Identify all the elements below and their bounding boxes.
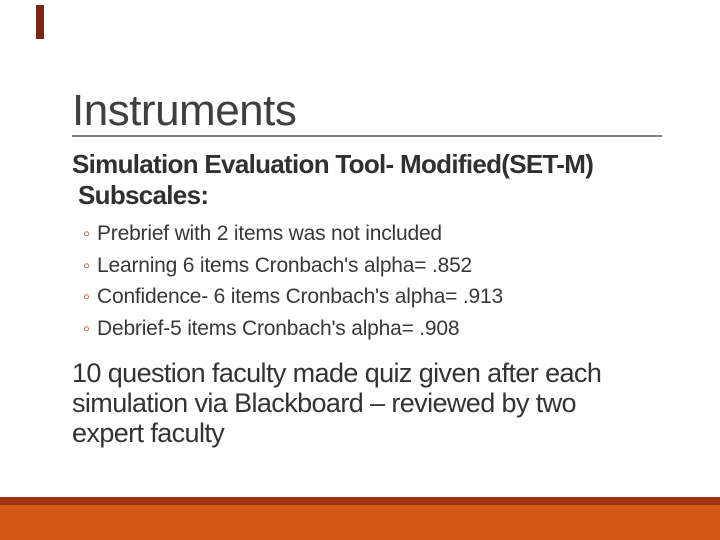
- bullet-text: Prebrief with 2 items was not included: [97, 222, 442, 245]
- list-item: [83, 218, 503, 250]
- subtitle-block: [72, 149, 593, 211]
- bullet-circle-icon: ◦: [83, 317, 90, 340]
- bullet-circle-icon: ◦: [83, 223, 90, 245]
- slide-accent-bar: [36, 5, 44, 39]
- bottom-band-dark-strip: [0, 497, 720, 505]
- bullet-text: Debrief-5 items Cronbach's alpha= .908: [97, 316, 460, 340]
- bottom-band-orange: [0, 505, 720, 540]
- bullet-circle-icon: ◦: [83, 286, 90, 308]
- paragraph-line: expert faculty: [72, 418, 225, 448]
- list-item: [83, 281, 503, 313]
- body-paragraph: [72, 358, 601, 448]
- paragraph-line: simulation via Blackboard – reviewed by two: [72, 388, 576, 418]
- paragraph-line: 10 question faculty made quiz given after each: [72, 358, 602, 388]
- title-divider-line: [72, 135, 662, 137]
- subtitle-line: Subscales:: [78, 180, 209, 210]
- bullet-text: Confidence- 6 items Cronbach's alpha= .913: [97, 285, 503, 308]
- subtitle-line: Simulation Evaluation Tool- Modified(SET-M): [72, 149, 594, 179]
- list-item: [83, 250, 503, 282]
- bullet-text: Learning 6 items Cronbach's alpha= .852: [97, 253, 473, 277]
- bullet-list: [83, 218, 503, 344]
- list-item: [83, 313, 503, 345]
- slide-title: Instruments: [72, 86, 297, 135]
- bullet-circle-icon: ◦: [83, 254, 90, 277]
